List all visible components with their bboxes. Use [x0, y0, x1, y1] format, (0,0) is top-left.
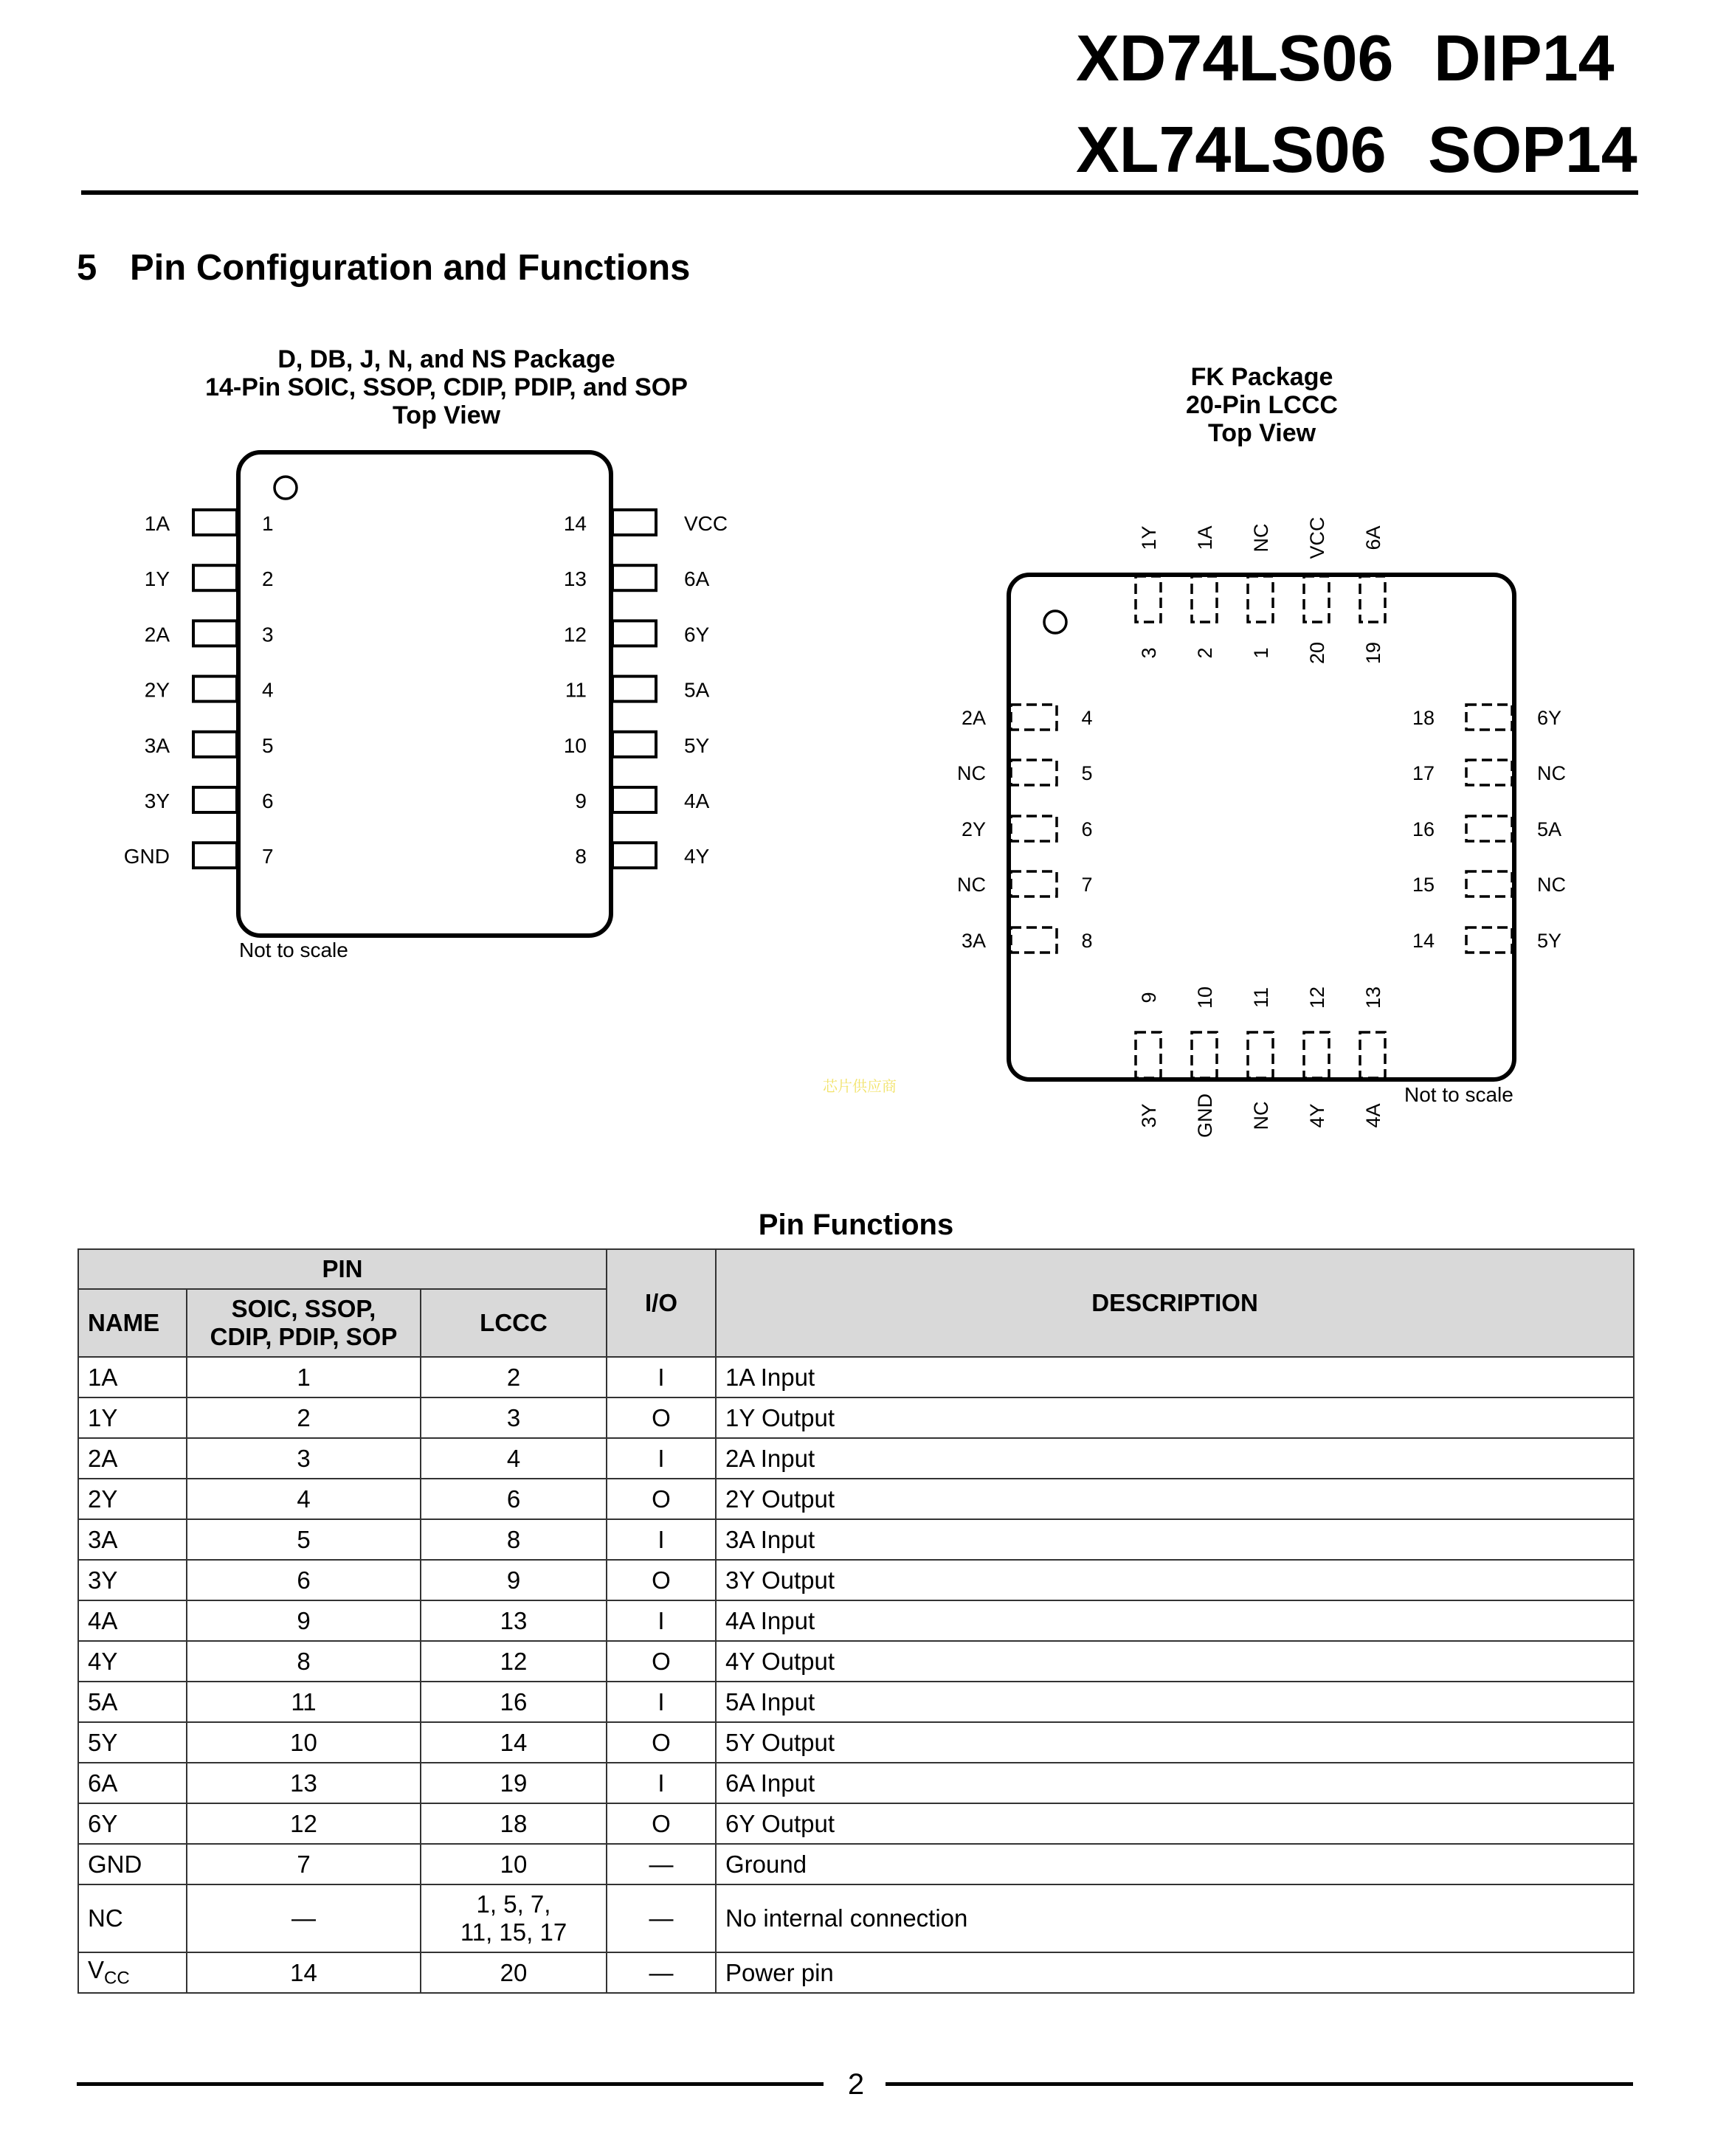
- soic-pin-lead: [193, 843, 237, 868]
- soic-pin-name: 2A: [144, 623, 170, 646]
- description-cell: 2A Input: [716, 1438, 1634, 1479]
- lccc-pin-number: 17: [1412, 762, 1435, 784]
- lccc-pin-number: 10: [1194, 986, 1216, 1009]
- soic-pin-cell: 2: [187, 1397, 421, 1438]
- pin-name-cell: 1A: [78, 1357, 187, 1397]
- soic-title-line: 14-Pin SOIC, SSOP, CDIP, PDIP, and SOP: [205, 373, 688, 401]
- lccc-pin-name: 3A: [961, 930, 986, 952]
- table-row-nc: [78, 1884, 1634, 1952]
- soic-pin-lead: [193, 677, 237, 702]
- lccc-pin-number: 11: [1250, 987, 1272, 1009]
- lccc-pin-name: NC: [1250, 1101, 1272, 1130]
- section-title-text: Pin Configuration and Functions: [130, 248, 691, 288]
- lccc-pin-cell: 14: [421, 1722, 607, 1763]
- lccc-pad: [1304, 1032, 1329, 1078]
- soic-pin-number: 5: [262, 733, 274, 757]
- lccc-pin-number: 16: [1412, 818, 1435, 840]
- vcc-name: V: [88, 1956, 105, 1984]
- io-cell: —: [607, 1884, 716, 1952]
- pin1-indicator-icon: [1044, 611, 1066, 633]
- description-cell: 1Y Output: [716, 1397, 1634, 1438]
- table-row: [78, 1803, 1634, 1844]
- io-cell: —: [607, 1952, 716, 1993]
- section-number: 5: [77, 248, 97, 288]
- lccc-pin-cell: 8: [421, 1519, 607, 1560]
- io-header: I/O: [607, 1249, 716, 1357]
- lccc-pin-number: 1: [1250, 647, 1272, 659]
- io-cell: O: [607, 1641, 716, 1682]
- pin-name-cell: 3A: [78, 1519, 187, 1560]
- pin-group-header: PIN: [78, 1249, 607, 1289]
- lccc-pad: [1136, 576, 1161, 622]
- lccc-package-diagram: [856, 443, 1712, 1151]
- lccc-pad: [1136, 1032, 1161, 1078]
- lccc-pin-name: NC: [1537, 762, 1566, 784]
- soic-pin-number: 9: [575, 790, 587, 812]
- soic-body-outline: [238, 452, 611, 936]
- lccc-header: LCCC: [421, 1289, 607, 1357]
- lccc-pin-number: 8: [1081, 930, 1093, 952]
- soic-pin-cell: 6: [187, 1560, 421, 1600]
- soic-pin-lead: [193, 510, 237, 535]
- soic-pin-cell: 5: [187, 1519, 421, 1560]
- soic-pin-name: 6A: [684, 567, 710, 591]
- soic-pin-lead: [193, 565, 237, 590]
- soic-pin-lead: [612, 510, 656, 535]
- soic-pin-lead: [612, 843, 656, 868]
- lccc-pad: [1466, 927, 1512, 953]
- lccc-pin-name: 6Y: [1537, 707, 1562, 729]
- footer-rule-right: [886, 2082, 1633, 2086]
- io-cell: O: [607, 1479, 716, 1519]
- lccc-pin-name: 1A: [1194, 525, 1216, 550]
- io-cell: I: [607, 1600, 716, 1641]
- lccc-package-title: [1040, 363, 1483, 447]
- soic-pin-name: 1Y: [144, 567, 170, 591]
- package-dip: DIP14: [1434, 21, 1615, 94]
- table-row: [78, 1357, 1634, 1397]
- pin-name-cell: 2A: [78, 1438, 187, 1479]
- description-cell: 5Y Output: [716, 1722, 1634, 1763]
- lccc-pin-name: NC: [957, 762, 986, 784]
- lccc-pin-line: 1, 5, 7,: [476, 1890, 551, 1918]
- soic-header-line: SOIC, SSOP,: [231, 1295, 376, 1322]
- page-number: 2: [847, 2068, 865, 2101]
- table-row: [78, 1479, 1634, 1519]
- pin-name-cell: NC: [78, 1884, 187, 1952]
- soic-pin-name: GND: [123, 845, 170, 868]
- lccc-pad: [1192, 1032, 1217, 1078]
- lccc-pin-name: 1Y: [1138, 525, 1160, 550]
- lccc-pin-number: 6: [1081, 818, 1093, 840]
- soic-pin-cell: 8: [187, 1641, 421, 1682]
- soic-pin-cell: 10: [187, 1722, 421, 1763]
- soic-pin-name: 6Y: [684, 623, 710, 646]
- lccc-title-line: 20-Pin LCCC: [1186, 391, 1338, 419]
- description-cell: Power pin: [716, 1952, 1634, 1993]
- table-row-vcc: [78, 1952, 1634, 1993]
- lccc-pin-name: 2Y: [961, 818, 986, 840]
- lccc-pin-number: 18: [1412, 707, 1435, 729]
- soic-pin-number: 13: [563, 567, 587, 591]
- description-header: DESCRIPTION: [716, 1249, 1634, 1357]
- lccc-pin-cell: 19: [421, 1763, 607, 1803]
- lccc-pad: [1011, 871, 1057, 896]
- io-cell: O: [607, 1803, 716, 1844]
- soic-pin-cell: 4: [187, 1479, 421, 1519]
- io-cell: O: [607, 1560, 716, 1600]
- soic-pin-number: 1: [262, 512, 274, 535]
- lccc-pin-number: 20: [1306, 641, 1328, 665]
- lccc-pin-name: 5Y: [1537, 930, 1562, 952]
- soic-pin-number: 4: [262, 678, 274, 702]
- lccc-pin-name: NC: [1537, 874, 1566, 896]
- soic-pin-cell: 11: [187, 1682, 421, 1722]
- pin-name-cell: 3Y: [78, 1560, 187, 1600]
- lccc-pin-name: 4A: [1362, 1103, 1384, 1128]
- lccc-pin-cell: 20: [421, 1952, 607, 1993]
- lccc-pin-cell: 13: [421, 1600, 607, 1641]
- io-cell: I: [607, 1438, 716, 1479]
- pin-rows: [78, 1357, 1634, 1993]
- lccc-pad: [1011, 760, 1057, 785]
- lccc-pad: [1466, 760, 1512, 785]
- soic-pin-lead: [193, 732, 237, 757]
- soic-pin-number: 6: [262, 790, 274, 812]
- lccc-pin-cell: 6: [421, 1479, 607, 1519]
- lccc-pad: [1360, 1032, 1385, 1078]
- soic-pin-cell: 3: [187, 1438, 421, 1479]
- io-cell: I: [607, 1682, 716, 1722]
- description-cell: 5A Input: [716, 1682, 1634, 1722]
- package-sop: SOP14: [1428, 113, 1637, 186]
- table-row: [78, 1519, 1634, 1560]
- lccc-pin-cell: 16: [421, 1682, 607, 1722]
- pin-name-cell: [78, 1952, 187, 1993]
- description-cell: 4Y Output: [716, 1641, 1634, 1682]
- lccc-pin-name: 6A: [1362, 525, 1384, 550]
- table-row: [78, 1844, 1634, 1884]
- io-cell: O: [607, 1722, 716, 1763]
- lccc-pin-name: 5A: [1537, 818, 1562, 840]
- table-row: [78, 1682, 1634, 1722]
- lccc-title-line: FK Package: [1190, 363, 1333, 391]
- lccc-pin-name: NC: [957, 874, 986, 896]
- lccc-pin-name: VCC: [1306, 516, 1328, 559]
- lccc-pin-number: 15: [1412, 874, 1435, 896]
- watermark: 芯片供应商: [823, 1079, 897, 1095]
- soic-pin-cell: 12: [187, 1803, 421, 1844]
- soic-pin-lead: [612, 677, 656, 702]
- description-cell: No internal connection: [716, 1884, 1634, 1952]
- lccc-pin-number: 4: [1081, 707, 1093, 729]
- lccc-pin-number: 7: [1081, 874, 1093, 896]
- description-cell: 3Y Output: [716, 1560, 1634, 1600]
- pin-functions-title: Pin Functions: [758, 1209, 954, 1241]
- pin-name-cell: 1Y: [78, 1397, 187, 1438]
- lccc-pin-cell: 12: [421, 1641, 607, 1682]
- io-cell: I: [607, 1519, 716, 1560]
- soic-package-diagram: [0, 0, 856, 981]
- lccc-pin-number: 19: [1362, 641, 1384, 665]
- soic-pin-lead: [193, 787, 237, 812]
- lccc-pad: [1192, 576, 1217, 622]
- io-cell: O: [607, 1397, 716, 1438]
- lccc-pad: [1011, 927, 1057, 953]
- lccc-pin-number: 12: [1306, 986, 1328, 1009]
- table-row: [78, 1397, 1634, 1438]
- lccc-pin-number: 3: [1138, 647, 1160, 659]
- soic-pin-lead: [612, 621, 656, 646]
- soic-title-line: Top View: [392, 401, 501, 429]
- soic-pin-number: 7: [262, 845, 274, 868]
- soic-pin-cell: 1: [187, 1357, 421, 1397]
- pin-name-cell: 4Y: [78, 1641, 187, 1682]
- lccc-pin-cell: 18: [421, 1803, 607, 1844]
- description-cell: 1A Input: [716, 1357, 1634, 1397]
- soic-pin-name: 2Y: [144, 678, 170, 702]
- soic-pin-cell: —: [187, 1884, 421, 1952]
- lccc-pad: [1248, 576, 1273, 622]
- description-cell: 2Y Output: [716, 1479, 1634, 1519]
- lccc-pin-cell: 3: [421, 1397, 607, 1438]
- pin-name-cell: 6A: [78, 1763, 187, 1803]
- lccc-pad: [1360, 576, 1385, 622]
- soic-pin-number: 8: [575, 845, 587, 868]
- pin-functions-table: [77, 1248, 1635, 1994]
- description-cell: 6A Input: [716, 1763, 1634, 1803]
- lccc-pin-name: 4Y: [1306, 1103, 1328, 1128]
- lccc-pin-line: 11, 15, 17: [460, 1918, 567, 1946]
- description-cell: 4A Input: [716, 1600, 1634, 1641]
- table-row: [78, 1763, 1634, 1803]
- soic-pin-cell: 9: [187, 1600, 421, 1641]
- lccc-pad: [1011, 816, 1057, 841]
- soic-pin-lead: [612, 732, 656, 757]
- soic-title-line: D, DB, J, N, and NS Package: [277, 345, 615, 373]
- soic-pin-cell: 13: [187, 1763, 421, 1803]
- lccc-title-line: Top View: [1207, 419, 1316, 447]
- pin-name-cell: 5Y: [78, 1722, 187, 1763]
- lccc-pad: [1466, 705, 1512, 730]
- lccc-not-to-scale-note: Not to scale: [1404, 1083, 1513, 1106]
- table-row: [78, 1560, 1634, 1600]
- lccc-pad: [1011, 705, 1057, 730]
- pin-name-cell: 6Y: [78, 1803, 187, 1844]
- soic-pin-name: 4A: [684, 790, 710, 812]
- io-cell: I: [607, 1763, 716, 1803]
- lccc-pin-number: 5: [1081, 762, 1093, 784]
- soic-pin-name: 3Y: [144, 790, 170, 812]
- soic-pin-cell: 14: [187, 1952, 421, 1993]
- soic-pin-number: 3: [262, 623, 274, 646]
- soic-pin-name: 3A: [144, 733, 170, 757]
- description-cell: Ground: [716, 1844, 1634, 1884]
- pin-name-cell: GND: [78, 1844, 187, 1884]
- lccc-pin-name: 2A: [961, 707, 986, 729]
- soic-pin-number: 10: [563, 733, 587, 757]
- lccc-pin-name: NC: [1250, 523, 1272, 553]
- lccc-pin-cell: 10: [421, 1844, 607, 1884]
- soic-pin-name: 4Y: [684, 845, 710, 868]
- lccc-pin-number: 14: [1412, 930, 1435, 952]
- io-cell: I: [607, 1357, 716, 1397]
- lccc-pad: [1248, 1032, 1273, 1078]
- description-cell: 6Y Output: [716, 1803, 1634, 1844]
- pin1-indicator-icon: [275, 477, 297, 499]
- soic-pin-number: 2: [262, 567, 274, 591]
- part-number-dip: XD74LS06: [1076, 21, 1394, 94]
- part-number-sop: XL74LS06: [1076, 113, 1387, 186]
- io-cell: —: [607, 1844, 716, 1884]
- soic-pins: [124, 510, 728, 868]
- table-row: [78, 1641, 1634, 1682]
- soic-pin-name: 1A: [144, 512, 170, 535]
- lccc-pin-name: GND: [1194, 1093, 1216, 1138]
- lccc-pin-cell: 9: [421, 1560, 607, 1600]
- soic-not-to-scale-note: Not to scale: [239, 939, 348, 961]
- lccc-pad: [1466, 816, 1512, 841]
- soic-pin-number: 12: [563, 623, 587, 646]
- soic-pin-cell: 7: [187, 1844, 421, 1884]
- soic-pin-lead: [612, 565, 656, 590]
- soic-pin-name: 5A: [684, 678, 710, 702]
- lccc-pin-cell: 2: [421, 1357, 607, 1397]
- pin-name-cell: 4A: [78, 1600, 187, 1641]
- footer-rule-left: [77, 2082, 824, 2086]
- lccc-pad: [1304, 576, 1329, 622]
- soic-header-line: CDIP, PDIP, SOP: [210, 1323, 398, 1350]
- lccc-pin-cell: [421, 1884, 607, 1952]
- pin-name-cell: 2Y: [78, 1479, 187, 1519]
- soic-pin-lead: [193, 621, 237, 646]
- soic-pin-number: 14: [563, 512, 587, 535]
- lccc-pin-number: 9: [1138, 992, 1160, 1003]
- description-cell: 3A Input: [716, 1519, 1634, 1560]
- soic-header: [187, 1289, 421, 1357]
- vcc-subscript: CC: [104, 1968, 130, 1989]
- soic-pin-lead: [612, 787, 656, 812]
- lccc-pin-number: 13: [1362, 986, 1384, 1009]
- lccc-pin-number: 2: [1194, 647, 1216, 659]
- lccc-pins: [957, 516, 1566, 1138]
- name-header: NAME: [78, 1289, 187, 1357]
- table-row: [78, 1600, 1634, 1641]
- table-row: [78, 1438, 1634, 1479]
- lccc-pad: [1466, 871, 1512, 896]
- soic-pin-number: 11: [565, 678, 587, 702]
- lccc-pin-name: 3Y: [1138, 1103, 1160, 1128]
- soic-pin-name: 5Y: [684, 733, 710, 757]
- soic-pin-name: VCC: [684, 512, 728, 535]
- pin-name-cell: 5A: [78, 1682, 187, 1722]
- table-row: [78, 1722, 1634, 1763]
- lccc-pin-cell: 4: [421, 1438, 607, 1479]
